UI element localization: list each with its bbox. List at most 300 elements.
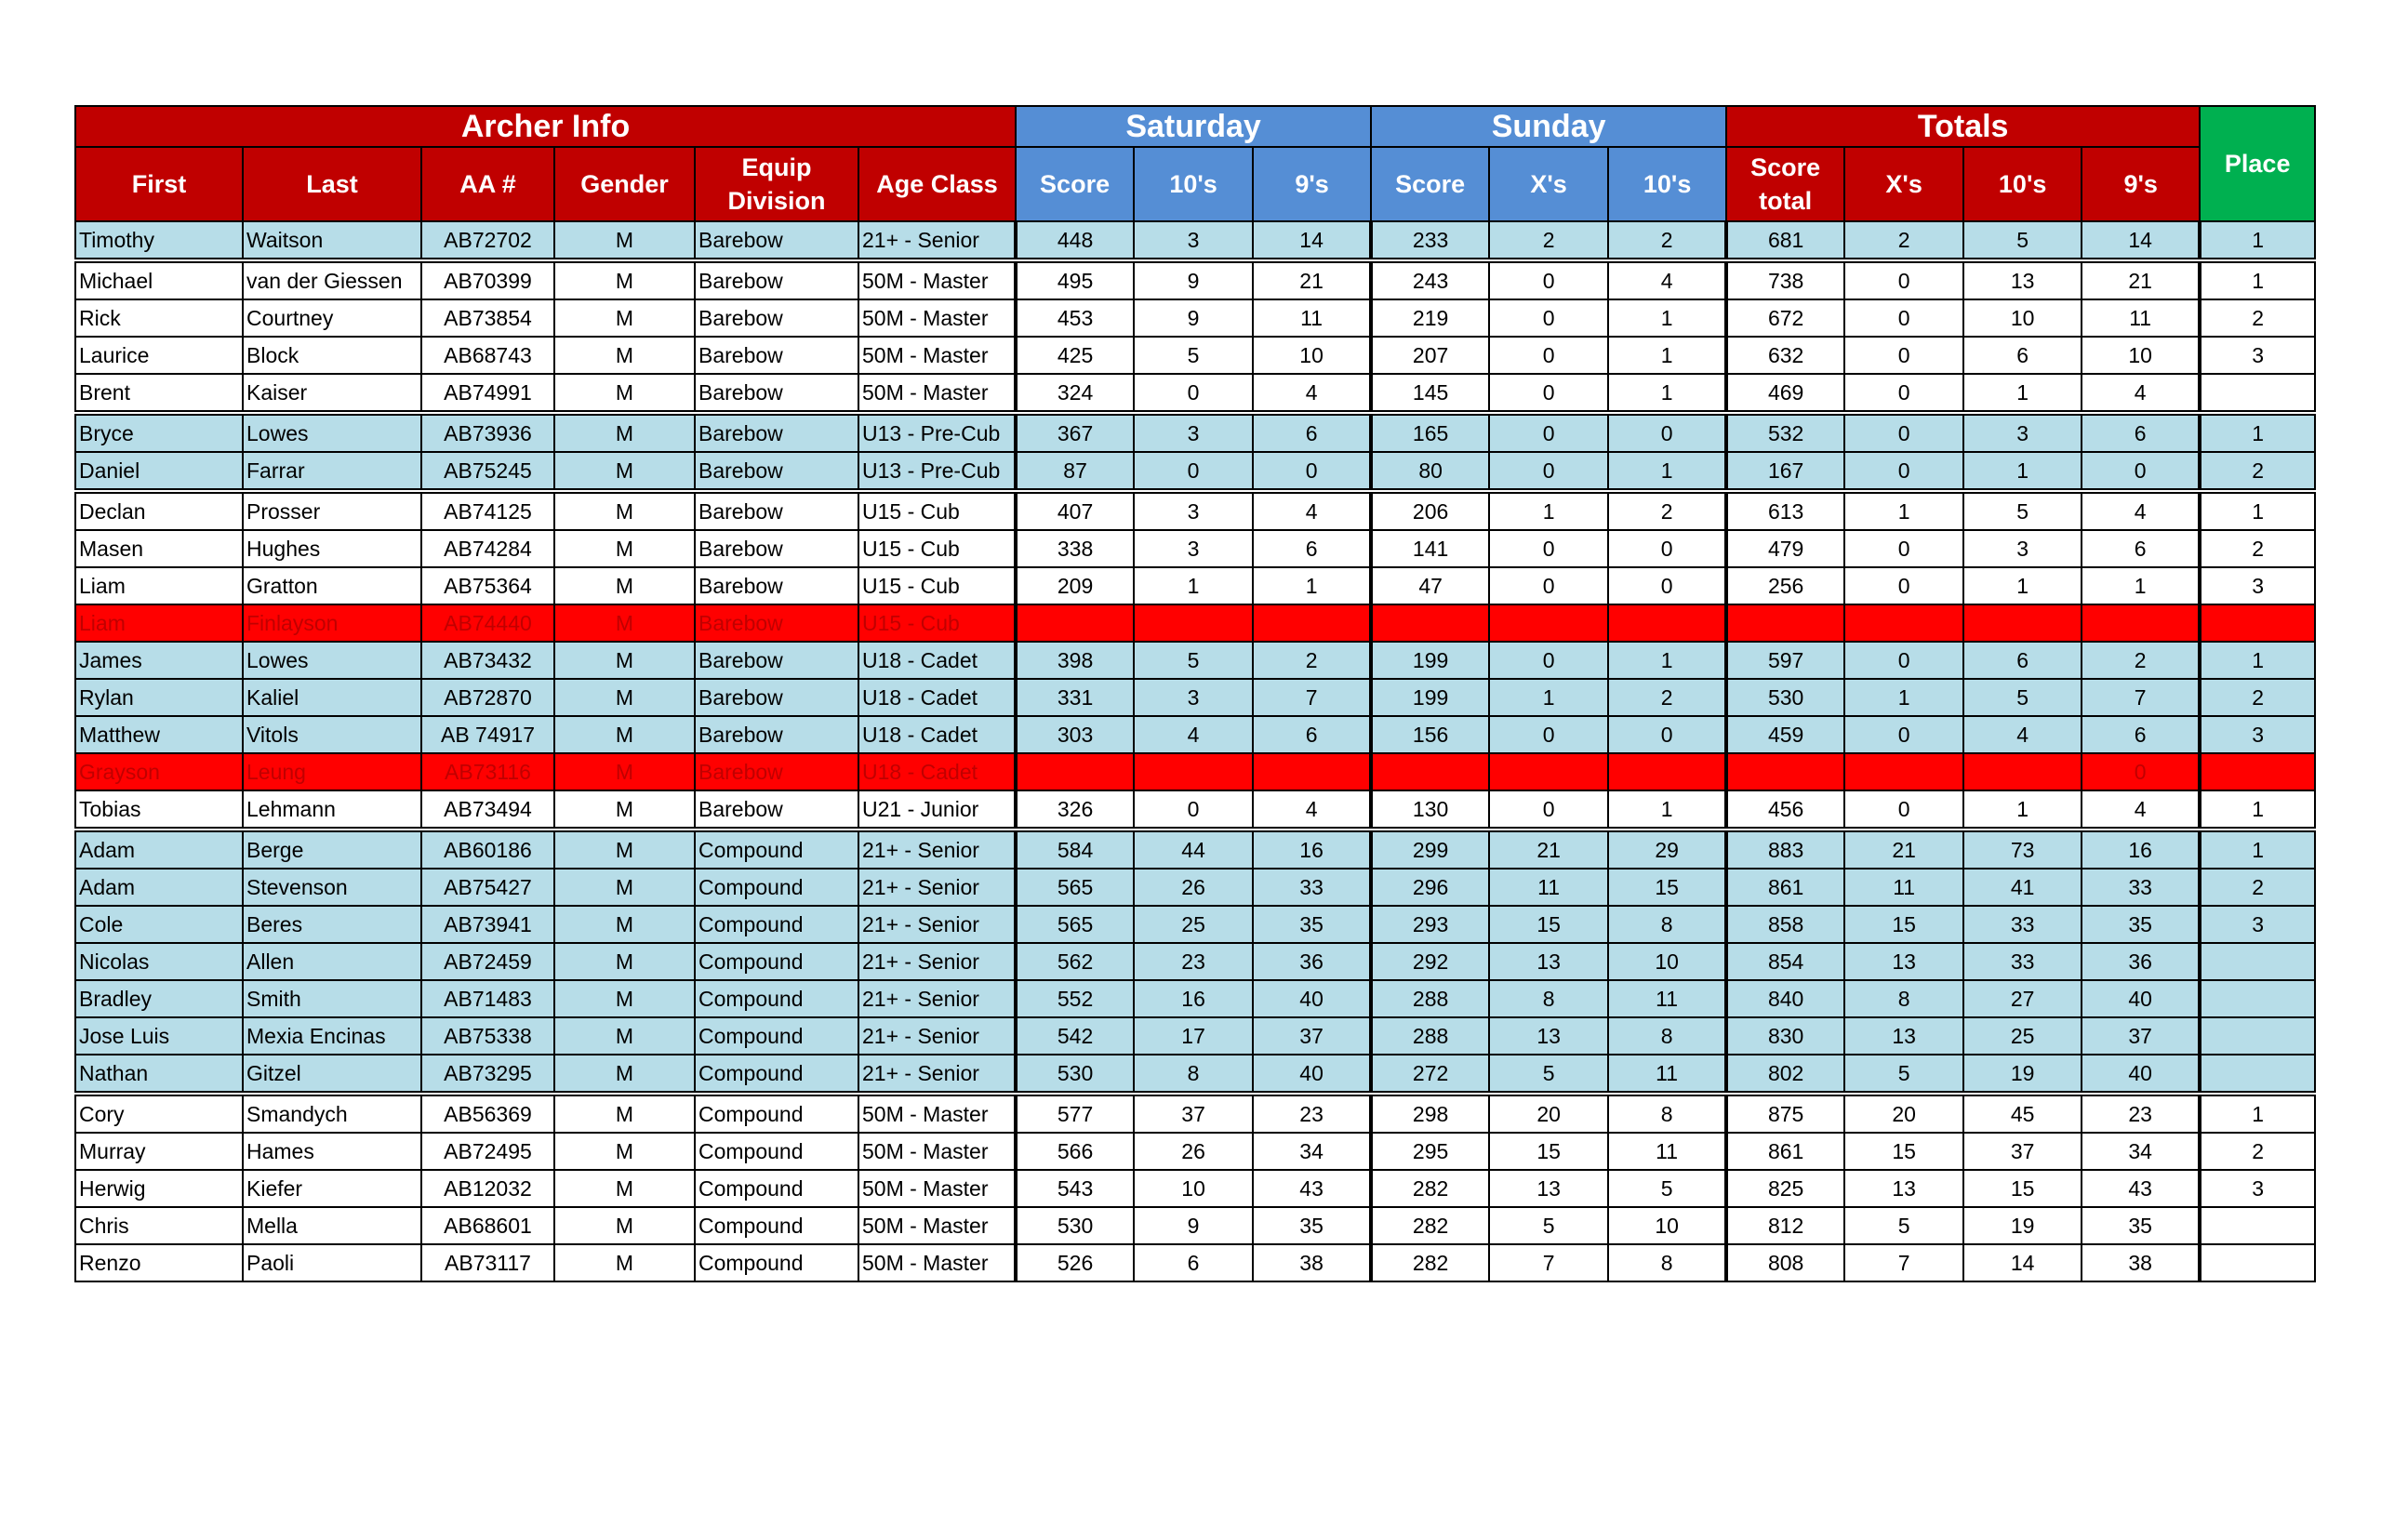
- cell-place: 3: [2200, 337, 2315, 374]
- cell-equip-division: Barebow: [695, 452, 858, 491]
- cell-total-tens: 6: [1963, 642, 2082, 679]
- cell-total-xs: 0: [1844, 337, 1963, 374]
- cell-saturday-nines: 40: [1253, 1055, 1371, 1094]
- cell-score-total: 858: [1726, 906, 1844, 943]
- cell-total-xs: 13: [1844, 1170, 1963, 1207]
- cell-aa-number: AB75245: [421, 452, 554, 491]
- cell-total-xs: 0: [1844, 716, 1963, 753]
- cell-total-tens: 5: [1963, 491, 2082, 530]
- cell-first: Renzo: [75, 1244, 243, 1281]
- cell-last: Stevenson: [243, 869, 421, 906]
- cell-sunday-xs: 13: [1489, 1017, 1608, 1055]
- cell-saturday-score: 453: [1016, 299, 1134, 337]
- cell-place: 2: [2200, 1133, 2315, 1170]
- cell-total-tens: 1: [1963, 790, 2082, 830]
- cell-aa-number: AB72870: [421, 679, 554, 716]
- cell-equip-division: Compound: [695, 1094, 858, 1133]
- cell-age-class: 50M - Master: [858, 299, 1016, 337]
- cell-saturday-nines: [1253, 753, 1371, 790]
- cell-total-nines: 0: [2082, 753, 2200, 790]
- cell-last: Berge: [243, 830, 421, 869]
- cell-total-nines: 35: [2082, 906, 2200, 943]
- cell-total-nines: 6: [2082, 530, 2200, 567]
- cell-sunday-tens: 4: [1608, 260, 1726, 299]
- cell-saturday-score: 584: [1016, 830, 1134, 869]
- cell-score-total: 613: [1726, 491, 1844, 530]
- cell-last: Lehmann: [243, 790, 421, 830]
- cell-saturday-score: [1016, 604, 1134, 642]
- cell-age-class: U13 - Pre-Cub: [858, 452, 1016, 491]
- cell-saturday-nines: 16: [1253, 830, 1371, 869]
- cell-score-total: 883: [1726, 830, 1844, 869]
- cell-total-nines: 11: [2082, 299, 2200, 337]
- cell-total-tens: 15: [1963, 1170, 2082, 1207]
- cell-gender: M: [554, 830, 695, 869]
- column-header-saturday-score: Score: [1016, 147, 1134, 221]
- cell-saturday-tens: 4: [1134, 716, 1253, 753]
- cell-last: Vitols: [243, 716, 421, 753]
- cell-sunday-score: 295: [1371, 1133, 1489, 1170]
- cell-last: Hughes: [243, 530, 421, 567]
- cell-total-tens: 3: [1963, 413, 2082, 452]
- cell-saturday-tens: 3: [1134, 679, 1253, 716]
- table-row: [75, 906, 2315, 943]
- cell-saturday-nines: 4: [1253, 491, 1371, 530]
- cell-first: Chris: [75, 1207, 243, 1244]
- cell-total-xs: 1: [1844, 679, 1963, 716]
- table-row: [75, 491, 2315, 530]
- cell-equip-division: Compound: [695, 1244, 858, 1281]
- cell-saturday-tens: 44: [1134, 830, 1253, 869]
- table-row: [75, 1244, 2315, 1281]
- cell-gender: M: [554, 1133, 695, 1170]
- cell-sunday-xs: 21: [1489, 830, 1608, 869]
- cell-saturday-nines: 4: [1253, 790, 1371, 830]
- cell-equip-division: Compound: [695, 906, 858, 943]
- cell-saturday-tens: 26: [1134, 1133, 1253, 1170]
- cell-aa-number: AB73936: [421, 413, 554, 452]
- cell-first: Liam: [75, 567, 243, 604]
- cell-aa-number: AB68743: [421, 337, 554, 374]
- table-row: [75, 1094, 2315, 1133]
- table-row: [75, 1017, 2315, 1055]
- cell-sunday-tens: 11: [1608, 1133, 1726, 1170]
- cell-saturday-score: 326: [1016, 790, 1134, 830]
- cell-age-class: 50M - Master: [858, 1207, 1016, 1244]
- cell-total-nines: 0: [2082, 452, 2200, 491]
- cell-sunday-score: 145: [1371, 374, 1489, 413]
- cell-aa-number: AB73941: [421, 906, 554, 943]
- cell-sunday-score: 272: [1371, 1055, 1489, 1094]
- cell-saturday-tens: 10: [1134, 1170, 1253, 1207]
- cell-sunday-score: 282: [1371, 1244, 1489, 1281]
- cell-saturday-tens: 3: [1134, 491, 1253, 530]
- cell-total-nines: 36: [2082, 943, 2200, 980]
- cell-total-xs: 15: [1844, 1133, 1963, 1170]
- cell-saturday-tens: 26: [1134, 869, 1253, 906]
- cell-sunday-tens: [1608, 753, 1726, 790]
- cell-aa-number: AB70399: [421, 260, 554, 299]
- cell-aa-number: AB72702: [421, 221, 554, 260]
- cell-gender: M: [554, 642, 695, 679]
- cell-place: 2: [2200, 679, 2315, 716]
- cell-saturday-nines: 6: [1253, 413, 1371, 452]
- group-header-archer-info: Archer Info: [75, 106, 1016, 147]
- cell-age-class: 21+ - Senior: [858, 1017, 1016, 1055]
- table-row: [75, 413, 2315, 452]
- cell-total-xs: 11: [1844, 869, 1963, 906]
- cell-total-tens: 14: [1963, 1244, 2082, 1281]
- table-row: [75, 980, 2315, 1017]
- cell-saturday-score: 324: [1016, 374, 1134, 413]
- cell-sunday-tens: 1: [1608, 374, 1726, 413]
- cell-first: Murray: [75, 1133, 243, 1170]
- cell-aa-number: AB75364: [421, 567, 554, 604]
- cell-last: Hames: [243, 1133, 421, 1170]
- cell-sunday-tens: 8: [1608, 906, 1726, 943]
- cell-sunday-score: 282: [1371, 1170, 1489, 1207]
- cell-gender: M: [554, 679, 695, 716]
- table-row: [75, 869, 2315, 906]
- cell-last: Mella: [243, 1207, 421, 1244]
- cell-gender: M: [554, 299, 695, 337]
- cell-age-class: U15 - Cub: [858, 604, 1016, 642]
- cell-last: Beres: [243, 906, 421, 943]
- cell-saturday-nines: 36: [1253, 943, 1371, 980]
- cell-first: Matthew: [75, 716, 243, 753]
- cell-sunday-tens: 1: [1608, 790, 1726, 830]
- cell-total-nines: 10: [2082, 337, 2200, 374]
- cell-place: [2200, 604, 2315, 642]
- cell-last: Mexia Encinas: [243, 1017, 421, 1055]
- column-header-place: Place: [2200, 106, 2315, 221]
- cell-total-nines: 34: [2082, 1133, 2200, 1170]
- cell-saturday-score: 565: [1016, 906, 1134, 943]
- cell-sunday-tens: 0: [1608, 567, 1726, 604]
- cell-place: 1: [2200, 221, 2315, 260]
- cell-saturday-nines: 6: [1253, 530, 1371, 567]
- cell-last: Leung: [243, 753, 421, 790]
- cell-score-total: 479: [1726, 530, 1844, 567]
- cell-equip-division: Barebow: [695, 790, 858, 830]
- cell-score-total: 830: [1726, 1017, 1844, 1055]
- cell-first: James: [75, 642, 243, 679]
- cell-gender: M: [554, 374, 695, 413]
- column-header-aa-number: AA #: [421, 147, 554, 221]
- table-row: [75, 1170, 2315, 1207]
- cell-total-xs: [1844, 753, 1963, 790]
- cell-score-total: 530: [1726, 679, 1844, 716]
- cell-sunday-xs: 7: [1489, 1244, 1608, 1281]
- cell-aa-number: AB 74917: [421, 716, 554, 753]
- table-row: [75, 530, 2315, 567]
- cell-saturday-score: [1016, 753, 1134, 790]
- table-row: [75, 567, 2315, 604]
- cell-total-xs: 13: [1844, 1017, 1963, 1055]
- cell-place: 1: [2200, 642, 2315, 679]
- cell-score-total: 672: [1726, 299, 1844, 337]
- cell-equip-division: Barebow: [695, 221, 858, 260]
- cell-place: 3: [2200, 1170, 2315, 1207]
- cell-place: [2200, 943, 2315, 980]
- cell-equip-division: Barebow: [695, 530, 858, 567]
- cell-total-tens: 5: [1963, 679, 2082, 716]
- cell-saturday-score: 530: [1016, 1055, 1134, 1094]
- cell-sunday-tens: 2: [1608, 679, 1726, 716]
- cell-age-class: U18 - Cadet: [858, 753, 1016, 790]
- cell-equip-division: Compound: [695, 1017, 858, 1055]
- cell-last: Gratton: [243, 567, 421, 604]
- cell-saturday-score: 495: [1016, 260, 1134, 299]
- cell-saturday-tens: 3: [1134, 530, 1253, 567]
- cell-score-total: 681: [1726, 221, 1844, 260]
- cell-gender: M: [554, 604, 695, 642]
- cell-total-xs: 0: [1844, 260, 1963, 299]
- cell-total-xs: 1: [1844, 491, 1963, 530]
- cell-sunday-xs: 1: [1489, 491, 1608, 530]
- cell-last: Block: [243, 337, 421, 374]
- cell-saturday-tens: 5: [1134, 642, 1253, 679]
- table-row: [75, 604, 2315, 642]
- cell-last: Kiefer: [243, 1170, 421, 1207]
- cell-saturday-nines: 34: [1253, 1133, 1371, 1170]
- cell-gender: M: [554, 980, 695, 1017]
- cell-aa-number: AB73117: [421, 1244, 554, 1281]
- cell-sunday-score: 282: [1371, 1207, 1489, 1244]
- cell-first: Brent: [75, 374, 243, 413]
- cell-equip-division: Barebow: [695, 413, 858, 452]
- cell-total-tens: 4: [1963, 716, 2082, 753]
- cell-sunday-score: 288: [1371, 980, 1489, 1017]
- cell-last: Prosser: [243, 491, 421, 530]
- cell-score-total: 167: [1726, 452, 1844, 491]
- cell-aa-number: AB75338: [421, 1017, 554, 1055]
- cell-sunday-score: 199: [1371, 679, 1489, 716]
- cell-saturday-score: 425: [1016, 337, 1134, 374]
- cell-last: Kaliel: [243, 679, 421, 716]
- column-header-total-xs: X's: [1844, 147, 1963, 221]
- cell-age-class: 21+ - Senior: [858, 906, 1016, 943]
- cell-equip-division: Barebow: [695, 604, 858, 642]
- cell-saturday-nines: 33: [1253, 869, 1371, 906]
- cell-total-nines: 40: [2082, 1055, 2200, 1094]
- cell-gender: M: [554, 1017, 695, 1055]
- cell-sunday-tens: 1: [1608, 642, 1726, 679]
- cell-saturday-nines: 40: [1253, 980, 1371, 1017]
- cell-first: Michael: [75, 260, 243, 299]
- cell-sunday-tens: 10: [1608, 943, 1726, 980]
- cell-total-xs: 0: [1844, 567, 1963, 604]
- cell-total-nines: 21: [2082, 260, 2200, 299]
- cell-score-total: 456: [1726, 790, 1844, 830]
- cell-total-nines: 4: [2082, 790, 2200, 830]
- cell-sunday-xs: 0: [1489, 716, 1608, 753]
- cell-gender: M: [554, 753, 695, 790]
- cell-first: Masen: [75, 530, 243, 567]
- cell-total-xs: [1844, 604, 1963, 642]
- cell-aa-number: AB56369: [421, 1094, 554, 1133]
- cell-gender: M: [554, 452, 695, 491]
- cell-sunday-tens: 5: [1608, 1170, 1726, 1207]
- cell-sunday-score: 292: [1371, 943, 1489, 980]
- cell-aa-number: AB75427: [421, 869, 554, 906]
- cell-aa-number: AB73494: [421, 790, 554, 830]
- cell-sunday-xs: 0: [1489, 567, 1608, 604]
- cell-age-class: 50M - Master: [858, 260, 1016, 299]
- cell-total-xs: 0: [1844, 413, 1963, 452]
- cell-equip-division: Barebow: [695, 642, 858, 679]
- cell-aa-number: AB74440: [421, 604, 554, 642]
- cell-sunday-tens: 1: [1608, 337, 1726, 374]
- cell-total-xs: 0: [1844, 374, 1963, 413]
- cell-age-class: U15 - Cub: [858, 530, 1016, 567]
- column-header-total-tens: 10's: [1963, 147, 2082, 221]
- cell-saturday-tens: 16: [1134, 980, 1253, 1017]
- cell-total-tens: 45: [1963, 1094, 2082, 1133]
- cell-saturday-score: 542: [1016, 1017, 1134, 1055]
- cell-saturday-tens: 1: [1134, 567, 1253, 604]
- cell-sunday-tens: 29: [1608, 830, 1726, 869]
- cell-saturday-nines: 23: [1253, 1094, 1371, 1133]
- cell-saturday-score: 552: [1016, 980, 1134, 1017]
- cell-aa-number: AB73432: [421, 642, 554, 679]
- cell-age-class: 21+ - Senior: [858, 943, 1016, 980]
- cell-sunday-xs: 0: [1489, 452, 1608, 491]
- results-body: [75, 221, 2315, 1281]
- cell-gender: M: [554, 869, 695, 906]
- cell-saturday-score: 407: [1016, 491, 1134, 530]
- table-row: [75, 679, 2315, 716]
- cell-score-total: 812: [1726, 1207, 1844, 1244]
- cell-total-nines: 35: [2082, 1207, 2200, 1244]
- cell-last: van der Giessen: [243, 260, 421, 299]
- cell-saturday-score: 303: [1016, 716, 1134, 753]
- cell-last: Gitzel: [243, 1055, 421, 1094]
- cell-total-tens: 33: [1963, 906, 2082, 943]
- cell-place: [2200, 1017, 2315, 1055]
- table-row: [75, 830, 2315, 869]
- cell-saturday-tens: 0: [1134, 790, 1253, 830]
- cell-last: Smith: [243, 980, 421, 1017]
- cell-sunday-xs: 5: [1489, 1207, 1608, 1244]
- cell-saturday-nines: 7: [1253, 679, 1371, 716]
- cell-total-tens: 27: [1963, 980, 2082, 1017]
- cell-total-xs: 15: [1844, 906, 1963, 943]
- cell-score-total: 854: [1726, 943, 1844, 980]
- group-header-totals: Totals: [1726, 106, 2200, 147]
- cell-sunday-xs: 0: [1489, 642, 1608, 679]
- cell-last: Courtney: [243, 299, 421, 337]
- cell-sunday-xs: [1489, 604, 1608, 642]
- cell-equip-division: Barebow: [695, 337, 858, 374]
- cell-saturday-tens: 8: [1134, 1055, 1253, 1094]
- cell-last: Lowes: [243, 413, 421, 452]
- cell-age-class: 21+ - Senior: [858, 980, 1016, 1017]
- table-row: [75, 1055, 2315, 1094]
- cell-total-tens: 6: [1963, 337, 2082, 374]
- cell-total-xs: 21: [1844, 830, 1963, 869]
- cell-saturday-nines: 14: [1253, 221, 1371, 260]
- column-header-gender: Gender: [554, 147, 695, 221]
- cell-last: Smandych: [243, 1094, 421, 1133]
- cell-aa-number: AB60186: [421, 830, 554, 869]
- table-row: [75, 221, 2315, 260]
- cell-age-class: 50M - Master: [858, 1133, 1016, 1170]
- cell-saturday-nines: [1253, 604, 1371, 642]
- cell-sunday-xs: 2: [1489, 221, 1608, 260]
- table-row: [75, 716, 2315, 753]
- cell-first: Adam: [75, 830, 243, 869]
- cell-total-tens: 3: [1963, 530, 2082, 567]
- cell-saturday-nines: 11: [1253, 299, 1371, 337]
- cell-first: Jose Luis: [75, 1017, 243, 1055]
- cell-saturday-tens: 37: [1134, 1094, 1253, 1133]
- cell-aa-number: AB72495: [421, 1133, 554, 1170]
- cell-place: 1: [2200, 1094, 2315, 1133]
- cell-gender: M: [554, 906, 695, 943]
- cell-place: 1: [2200, 260, 2315, 299]
- cell-equip-division: Compound: [695, 1170, 858, 1207]
- column-header-first: First: [75, 147, 243, 221]
- column-header-last: Last: [243, 147, 421, 221]
- table-row: [75, 337, 2315, 374]
- cell-gender: M: [554, 413, 695, 452]
- cell-first: Herwig: [75, 1170, 243, 1207]
- column-header-age-class: Age Class: [858, 147, 1016, 221]
- table-row: [75, 1133, 2315, 1170]
- cell-place: 2: [2200, 530, 2315, 567]
- cell-total-nines: 16: [2082, 830, 2200, 869]
- cell-first: Bryce: [75, 413, 243, 452]
- cell-sunday-score: 80: [1371, 452, 1489, 491]
- cell-sunday-xs: 13: [1489, 1170, 1608, 1207]
- cell-place: 2: [2200, 452, 2315, 491]
- table-row: [75, 374, 2315, 413]
- cell-last: Farrar: [243, 452, 421, 491]
- cell-gender: M: [554, 1207, 695, 1244]
- cell-age-class: U15 - Cub: [858, 491, 1016, 530]
- cell-sunday-xs: 11: [1489, 869, 1608, 906]
- cell-sunday-tens: [1608, 604, 1726, 642]
- cell-first: Rick: [75, 299, 243, 337]
- cell-age-class: 21+ - Senior: [858, 1055, 1016, 1094]
- cell-sunday-score: 141: [1371, 530, 1489, 567]
- cell-gender: M: [554, 716, 695, 753]
- cell-sunday-xs: 0: [1489, 530, 1608, 567]
- cell-score-total: 875: [1726, 1094, 1844, 1133]
- cell-last: Finlayson: [243, 604, 421, 642]
- cell-saturday-tens: 9: [1134, 299, 1253, 337]
- cell-sunday-tens: 10: [1608, 1207, 1726, 1244]
- cell-total-tens: [1963, 604, 2082, 642]
- cell-saturday-tens: 5: [1134, 337, 1253, 374]
- cell-equip-division: Barebow: [695, 753, 858, 790]
- cell-saturday-score: 577: [1016, 1094, 1134, 1133]
- cell-total-nines: [2082, 604, 2200, 642]
- cell-total-nines: 6: [2082, 413, 2200, 452]
- cell-saturday-tens: 3: [1134, 413, 1253, 452]
- cell-age-class: U13 - Pre-Cub: [858, 413, 1016, 452]
- cell-sunday-score: 243: [1371, 260, 1489, 299]
- cell-total-tens: 1: [1963, 567, 2082, 604]
- cell-saturday-score: 566: [1016, 1133, 1134, 1170]
- cell-sunday-score: 156: [1371, 716, 1489, 753]
- cell-saturday-score: 526: [1016, 1244, 1134, 1281]
- cell-sunday-score: 130: [1371, 790, 1489, 830]
- cell-gender: M: [554, 337, 695, 374]
- cell-saturday-nines: 35: [1253, 1207, 1371, 1244]
- cell-total-xs: 0: [1844, 452, 1963, 491]
